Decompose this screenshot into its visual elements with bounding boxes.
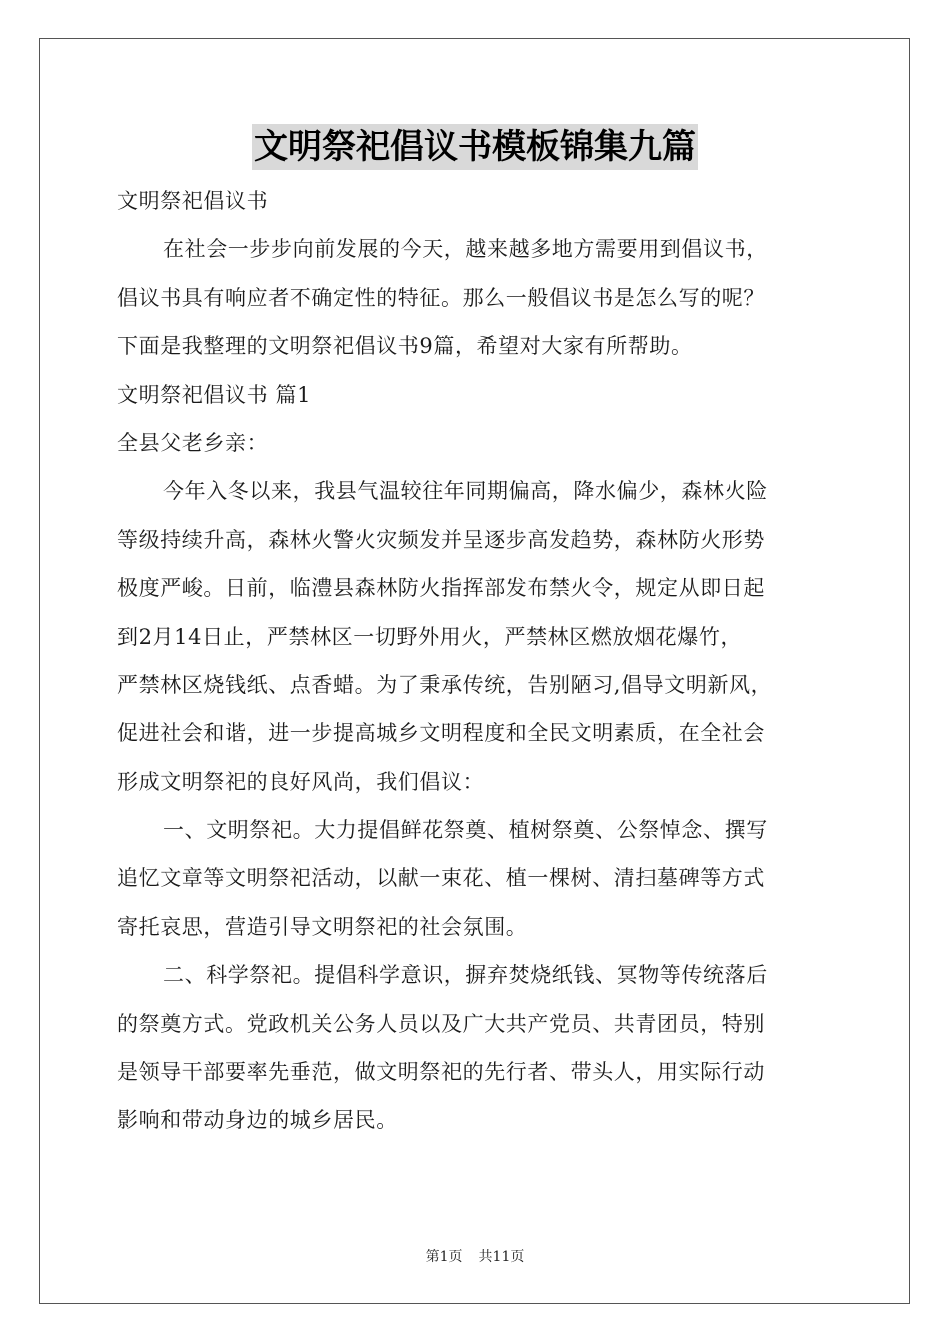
text-line: 是领导干部要率先垂范，做文明祭祀的先行者、带头人，用实际行动 <box>117 1060 765 1085</box>
text-line: 寄托哀思，营造引导文明祭祀的社会氛围。 <box>117 914 528 939</box>
text-line: 下面是我整理的文明祭祀倡议书9篇，希望对大家有所帮助。 <box>117 334 693 359</box>
text-line: 促进社会和谐，进一步提高城乡文明程度和全民文明素质，在全社会 <box>117 721 765 746</box>
text-line: 追忆文章等文明祭祀活动，以献一束花、植一棵树、清扫墓碑等方式 <box>117 866 765 891</box>
text-line: 今年入冬以来，我县气温较往年同期偏高，降水偏少，森林火险 <box>163 479 768 504</box>
page-total: 共11页 <box>478 1249 525 1265</box>
text-line: 形成文明祭祀的良好风尚，我们倡议： <box>117 769 485 794</box>
text-line: 在社会一步步向前发展的今天，越来越多地方需要用到倡议书， <box>163 237 768 262</box>
text-line: 的祭奠方式。党政机关公务人员以及广大共产党员、共青团员，特别 <box>117 1011 765 1036</box>
text-line: 等级持续升高，森林火警火灾频发并呈逐步高发趋势，森林防火形势 <box>117 527 765 552</box>
page-footer <box>0 1246 950 1266</box>
text-line: 文明祭祀倡议书 <box>117 189 269 213</box>
text-line: 到2月14日止，严禁林区一切野外用火，严禁林区燃放烟花爆竹， <box>117 624 743 649</box>
text-line: 极度严峻。日前，临澧县森林防火指挥部发布禁火令，规定从即日起 <box>117 576 765 601</box>
title-container <box>0 124 950 170</box>
document-title: 文明祭祀倡议书模板锦集九篇 <box>252 124 698 170</box>
text-line: 倡议书具有响应者不确定性的特征。那么一般倡议书是怎么写的呢？ <box>117 285 765 310</box>
text-line: 文明祭祀倡议书 篇1 <box>117 382 312 407</box>
text-line: 一、文明祭祀。大力提倡鲜花祭奠、植树祭奠、公祭悼念、撰写 <box>163 818 768 843</box>
page-number: 第1页 <box>425 1249 463 1265</box>
text-line: 影响和带动身边的城乡居民。 <box>117 1108 398 1133</box>
text-line: 二、科学祭祀。提倡科学意识，摒弃焚烧纸钱、冥物等传统落后 <box>163 963 768 988</box>
text-line: 严禁林区烧钱纸、点香蜡。为了秉承传统，告别陋习,倡导文明新风， <box>117 672 773 697</box>
text-line: 全县父老乡亲： <box>117 430 269 455</box>
document-body <box>117 177 852 1145</box>
